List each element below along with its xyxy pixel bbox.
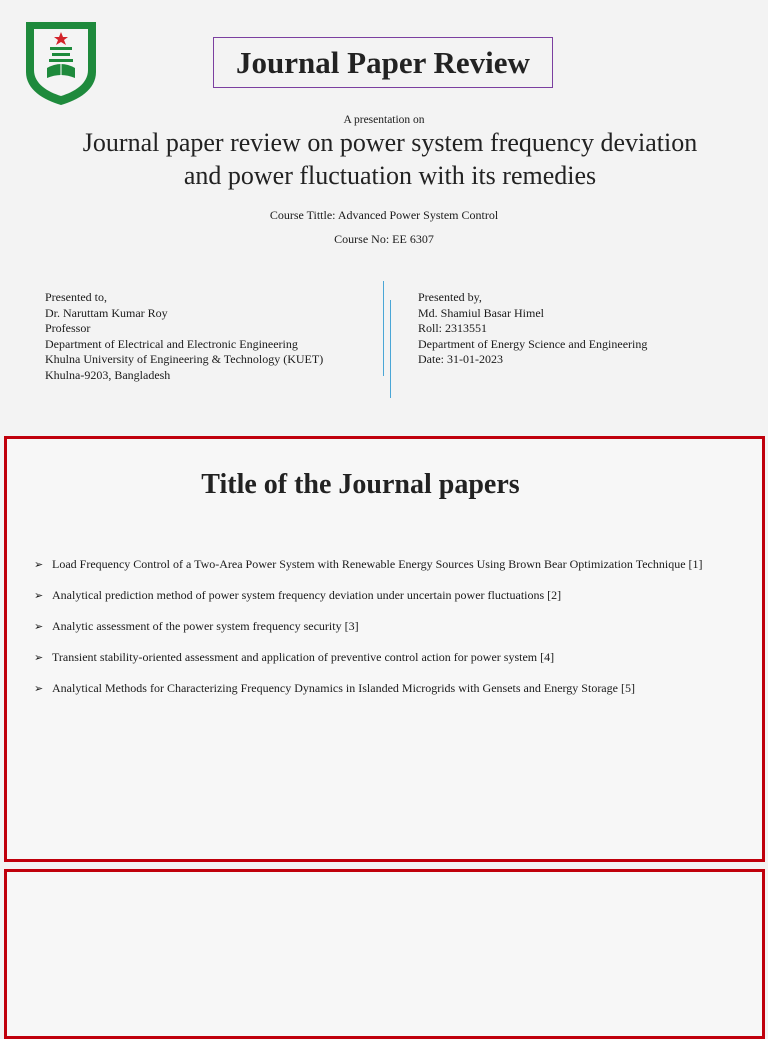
presented-by-line: Department of Energy Science and Engineering xyxy=(418,336,648,351)
arrow-bullet-icon: ➢ xyxy=(34,589,44,602)
intro-text: A presentation on xyxy=(343,114,425,126)
paper-title: Load Frequency Control of a Two-Area Power System with Renewable Energy Sources Using Brown Bear Optimization Technique [1] xyxy=(52,557,703,571)
divider-line xyxy=(390,300,391,398)
presented-to-line: Dr. Naruttam Kumar Roy xyxy=(45,305,168,320)
course-number: Course No: EE 6307 xyxy=(334,232,434,246)
slide-next xyxy=(4,869,765,1039)
arrow-bullet-icon: ➢ xyxy=(34,558,44,571)
course-title: Course Tittle: Advanced Power System Control xyxy=(269,208,499,222)
paper-list xyxy=(34,557,734,712)
paper-title: Analytical prediction method of power system frequency deviation under uncertain power fluctuations [2] xyxy=(52,588,562,602)
paper-title: Transient stability-oriented assessment and application of preventive control action for power system [4] xyxy=(52,650,555,664)
presented-by-line: Roll: 2313551 xyxy=(418,321,488,335)
arrow-bullet-icon: ➢ xyxy=(34,682,44,695)
list-item xyxy=(34,681,734,696)
paper-title: Analytical Methods for Characterizing Frequency Dynamics in Islanded Microgrids with Gensets and Energy Storage [5] xyxy=(52,681,635,695)
list-item xyxy=(34,619,734,634)
list-item xyxy=(34,557,734,572)
paper-title: Analytic assessment of the power system frequency security [3] xyxy=(52,619,359,633)
arrow-bullet-icon: ➢ xyxy=(34,651,44,664)
list-item xyxy=(34,650,734,665)
presented-by-line: Md. Shamiul Basar Himel xyxy=(418,305,544,320)
slide-title: Title of the Journal papers xyxy=(201,469,520,500)
presentation-title: Journal Paper Review xyxy=(213,37,553,88)
presented-by-block xyxy=(418,290,647,368)
slide-journal-titles xyxy=(4,436,765,862)
presented-to-line: Khulna-9203, Bangladesh xyxy=(45,367,171,382)
arrow-bullet-icon: ➢ xyxy=(34,620,44,633)
presented-by-line: Presented by, xyxy=(418,290,482,304)
presented-to-line: Professor xyxy=(45,321,91,335)
presented-by-line: Date: 31-01-2023 xyxy=(418,352,503,366)
topic-line-1: Journal paper review on power system frequency deviation xyxy=(82,128,698,157)
presented-to-block xyxy=(45,290,323,383)
divider-line xyxy=(383,281,384,376)
presented-to-line: Khulna University of Engineering & Technology (KUET) xyxy=(45,352,324,366)
list-item xyxy=(34,588,734,603)
presented-to-line: Presented to, xyxy=(45,290,107,304)
topic-line-2: and power fluctuation with its remedies xyxy=(183,161,597,190)
presentation-topic xyxy=(40,126,740,192)
presented-to-line: Department of Electrical and Electronic Engineering xyxy=(45,336,298,351)
university-logo xyxy=(22,20,100,106)
